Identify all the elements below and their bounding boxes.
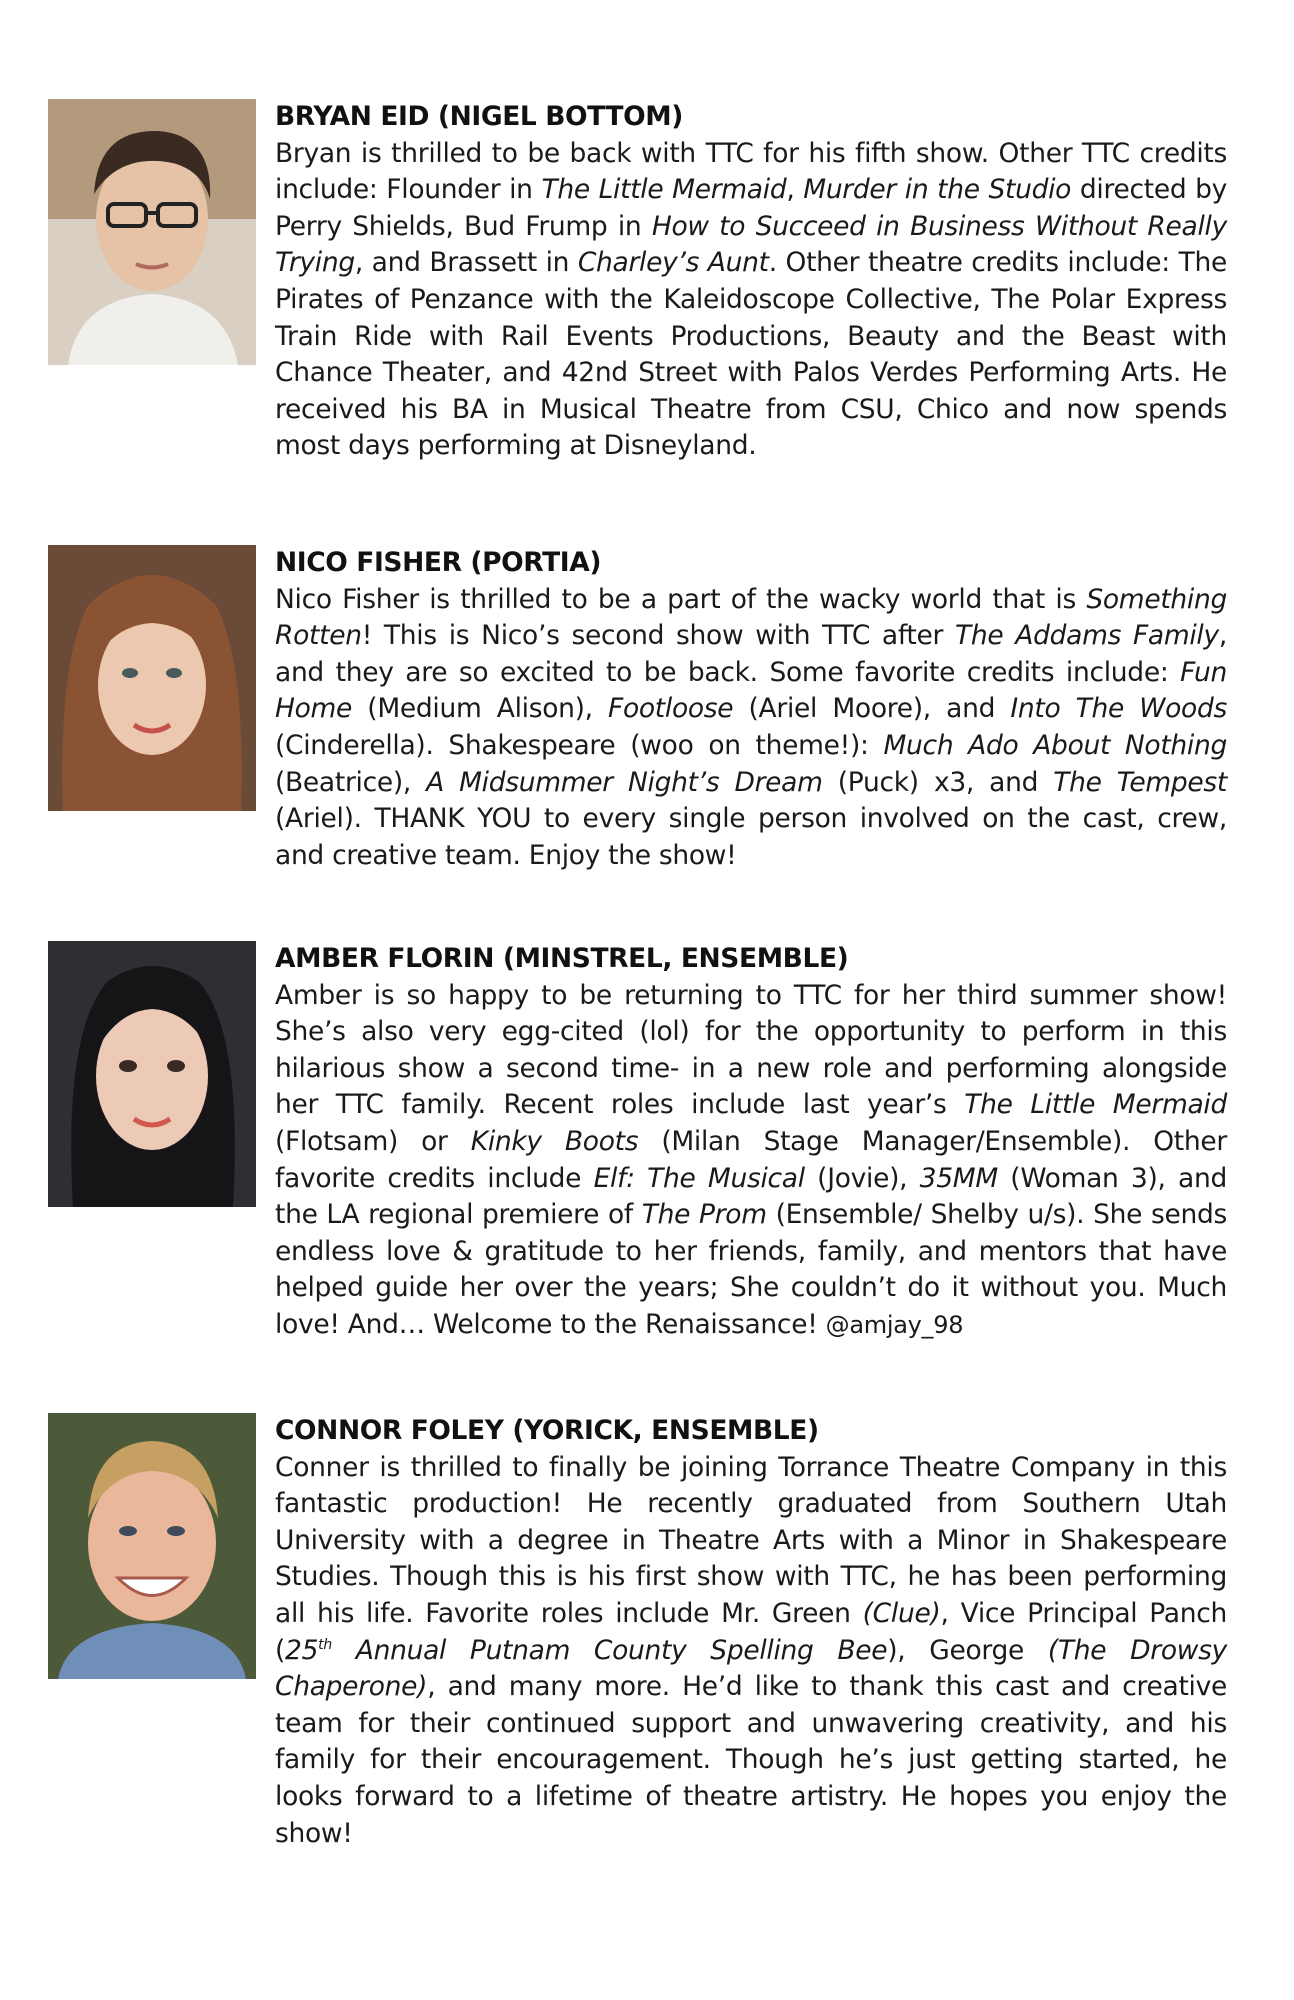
bio-text-run: (Jovie), xyxy=(804,1162,920,1194)
show-title: (Clue) xyxy=(862,1597,941,1629)
person-photo-icon xyxy=(48,1413,256,1679)
show-title: Charley’s Aunt xyxy=(577,247,769,279)
person-photo-icon xyxy=(48,99,256,365)
show-title: Into The Woods xyxy=(1010,693,1227,725)
show-title: The Prom xyxy=(641,1199,767,1231)
bio-text-run: , Vice Principal Panch ( xyxy=(275,1597,1227,1666)
bio-text-run: (Medium Alison), xyxy=(352,693,609,725)
bio-text-run: Amber is so happy to be returning to TTC for her third summer show! She’s also very egg-cited (lol) for the opportunity to perform in this hilarious show a second time- in a new role and performing alongside her TTC family. Recent roles include last year’s xyxy=(275,979,1227,1121)
bio-text-run: (Puck) x3, and xyxy=(822,766,1054,798)
bio-body xyxy=(275,978,1227,1344)
bio-text-run: Nico Fisher is thrilled to be a part of the wacky world that is xyxy=(275,583,1087,615)
bio-text-run: directed by Perry Shields, Bud Frump in xyxy=(275,174,1228,242)
bio-text-run: (Flotsam) or xyxy=(275,1125,471,1157)
bio-text-run: . Other theatre credits include: The Pirates of Penzance with the Kaleidoscope Collective, The Polar Express Train Ride with Rail Events Productions, Beauty and the Beast with Chance Theater, and 42nd Street with Palos Verdes Performing Arts. He received his BA in Musical Theatre from CSU, Chico and now spends most days performing at Disneyland. xyxy=(275,247,1227,462)
person-photo-icon xyxy=(48,941,256,1207)
bio-text xyxy=(275,545,1227,874)
bio-text-run: (Beatrice), xyxy=(275,766,427,798)
show-title: 35MM xyxy=(919,1162,998,1194)
social-handle: @amjay_98 xyxy=(825,1310,964,1339)
headshot-connor-foley xyxy=(48,1413,256,1679)
show-title: Fun Home xyxy=(275,656,1227,725)
bio-text-run: (Ensemble/ Shelby u/s). She sends endless love & gratitude to her friends, family, and mentors that have helped guide her over the years; She couldn’t do it without you. Much love! And… Welcome to the Renaissance! xyxy=(275,1199,1227,1340)
superscript-text: th xyxy=(318,1636,332,1653)
bio-text-run: (Ariel Moore), and xyxy=(733,693,1011,725)
show-title: (The Drowsy Chaperone) xyxy=(275,1634,1227,1703)
bio-text-run: , and many more. He’d like to thank this cast and creative team for their continued support and unwavering creativity, and his family for their encouragement. Though he’s just getting started, he looks forward to a lifetime of theatre artistry. He hopes you enjoy the show! xyxy=(275,1671,1227,1849)
show-title: A Midsummer Night’s Dream xyxy=(426,766,823,798)
headshot-amber-florin xyxy=(48,941,256,1207)
bio-body xyxy=(275,1450,1227,1853)
bio-text-run: (Cinderella). Shakespeare (woo on theme!): xyxy=(275,729,884,761)
actor-name: AMBER FLORIN (MINSTREL, ENSEMBLE) xyxy=(275,943,849,974)
bio-text xyxy=(275,1413,1227,1852)
bio-text-run: (Woman 3), and the LA regional premiere of xyxy=(275,1162,1227,1231)
bio-body xyxy=(275,582,1227,875)
bio-text xyxy=(275,99,1227,465)
show-title: The Little Mermaid xyxy=(541,174,787,206)
bio-text-run: (Ariel). THANK YOU to every single person involved on the cast, crew, and creative team. Enjoy the show! xyxy=(275,803,1227,871)
bio-text-run: ! This is Nico’s second show with TTC after xyxy=(361,620,955,652)
show-title: Murder in the Studio xyxy=(803,174,1072,206)
bio-text-run: ), George xyxy=(887,1634,1048,1666)
bio-text-run: Conner is thrilled to finally be joining Torrance Theatre Company in this fantastic production! He recently graduated from Southern Utah University with a degree in Theatre Arts with a Minor in Shakespeare Studies. Though this is his first show with TTC, he has been performing all his life. Favorite roles include Mr. Green xyxy=(275,1451,1227,1629)
headshot-bryan-eid xyxy=(48,99,256,365)
show-title: Elf: The Musical xyxy=(593,1162,805,1194)
show-title: Something Rotten xyxy=(275,583,1227,652)
show-title: How to Succeed in Business Without Really Trying xyxy=(275,210,1227,279)
show-title: The Tempest xyxy=(1053,766,1227,798)
bio-text-run: (Milan Stage Manager/Ensemble). Other favorite credits include xyxy=(275,1125,1227,1194)
headshot-nico-fisher xyxy=(48,545,256,811)
show-title: 25 xyxy=(285,1634,319,1666)
actor-name: NICO FISHER (PORTIA) xyxy=(275,547,602,578)
bio-text-run: , and Brassett in xyxy=(354,247,578,279)
actor-name: CONNOR FOLEY (YORICK, ENSEMBLE) xyxy=(275,1415,819,1446)
show-title: The Little Mermaid xyxy=(964,1089,1227,1121)
bio-text-run: , and they are so excited to be back. Some favorite credits include: xyxy=(275,620,1227,688)
actor-name: BRYAN EID (NIGEL BOTTOM) xyxy=(275,101,683,132)
bio-text-run: , xyxy=(786,174,804,206)
bio-body xyxy=(275,136,1227,465)
bio-text-run: Bryan is thrilled to be back with TTC for his fifth show. Other TTC credits include: Flounder in xyxy=(275,137,1227,206)
bio-text xyxy=(275,941,1227,1344)
person-photo-icon xyxy=(48,545,256,811)
show-title: Footloose xyxy=(608,693,734,725)
show-title: Annual Putnam County Spelling Bee xyxy=(331,1634,888,1666)
show-title: Much Ado About Nothing xyxy=(883,729,1227,761)
show-title: Kinky Boots xyxy=(470,1125,639,1157)
show-title: The Addams Family xyxy=(955,620,1219,652)
